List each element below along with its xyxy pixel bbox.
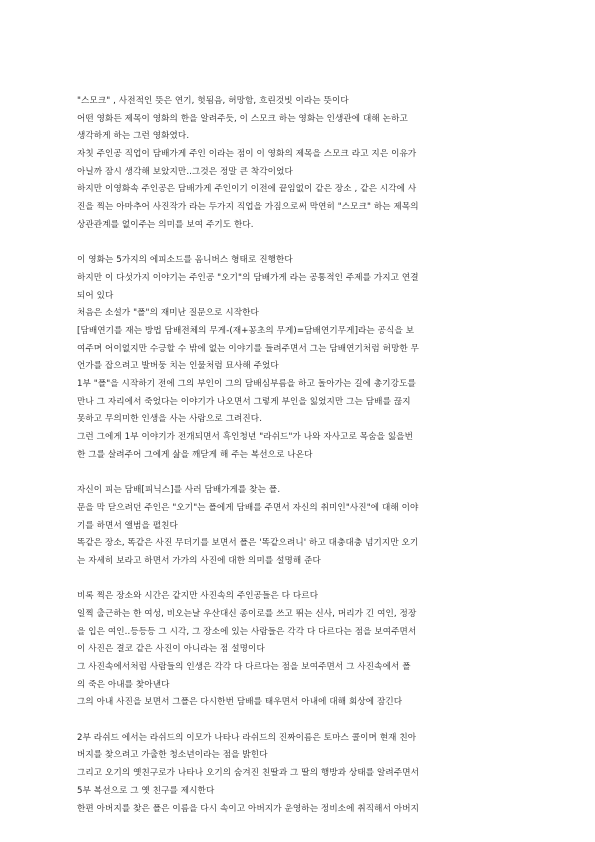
text-line: 한편 아버지를 찾은 폴은 이름을 다시 속이고 아버지가 운영하는 정비소에 취직해서 아버지 <box>77 803 420 814</box>
text-line: 한 그를 살려주어 그에게 삶을 깨닫게 해 주는 복선으로 나온다 <box>77 449 313 460</box>
paragraph-episodes <box>77 252 517 464</box>
text-line: 일찍 출근하는 한 여성, 비오는날 우산대신 종이로를 쓰고 뛰는 신사, 머리가 긴 여인, 정장 <box>77 608 417 619</box>
text-line: 이 사진은 결코 같은 사진이 아니라는 점 설명이다 <box>77 644 265 655</box>
text-line: 2부 라쉬드 에서는 라쉬드의 이모가 나타나 라쉬드의 진짜이름은 토마스 콜이며 현재 친아 <box>77 732 417 743</box>
text-line: 진을 찍는 아마추어 사진작가 라는 두가지 직업을 가짐으로써 막연히 "스모크" 하는 제목의 <box>77 202 419 213</box>
text-line: 언가를 잡으려고 발버둥 치는 인물처럼 묘사해 주었다 <box>77 361 279 372</box>
text-line: 못하고 무의미한 인생을 사는 사람으로 그려진다. <box>77 414 263 425</box>
document-body <box>77 93 517 818</box>
text-line: 이 영화는 5가지의 에피소드를 옴니버스 형태로 진행한다 <box>77 255 293 266</box>
text-line: 생각하게 하는 그런 영화였다. <box>77 131 190 142</box>
text-line: 문을 막 닫으려던 주인은 "오기"는 폴에게 담배를 주면서 자신의 취미인"사진"에 대해 이야 <box>77 502 419 513</box>
text-line: 을 입은 여인..등등등 그 시각, 그 장소에 있는 사람들은 각각 다 다르다는 점을 보여주면서 <box>77 626 417 637</box>
text-line: [담배연기를 재는 방법 담배전체의 무게-(재+꽁초의 무게)=담배연기무게]라는 공식을 보 <box>77 325 415 336</box>
text-line: 5부 복선으로 그 옛 친구를 제시한다 <box>77 785 215 796</box>
text-line: 되어 있다 <box>77 290 114 301</box>
text-line: 자칫 주인공 직업이 담배가게 주인 이라는 점이 이 영화의 제목을 스모크 라고 지은 이유가 <box>77 149 417 160</box>
text-line: 어떤 영화든 제목이 영화의 한을 알려주듯, 이 스모크 하는 영화는 인생관에 대해 논하고 <box>77 113 408 124</box>
text-line: 만나 그 자리에서 죽었다는 이야기가 나오면서 그렇게 부인을 잃었지만 그는 담배를 끊지 <box>77 396 411 407</box>
paragraph-intro <box>77 93 517 235</box>
text-line: 그의 아내 사진을 보면서 그폴은 다시한번 담배를 태우면서 아내에 대해 회상에 잠긴다 <box>77 697 403 708</box>
text-line: 상관관계를 없이주는 의미를 보여 주기도 한다. <box>77 219 254 230</box>
text-line: 비록 찍은 장소와 시간은 같지만 사진속의 주인공들은 다 다르다 <box>77 591 319 602</box>
text-line: 아닐까 잠시 생각해 보았지만..그것은 정말 큰 착각이었다 <box>77 166 293 177</box>
text-line: 그리고 오기의 옛친구로가 나타나 오기의 숨겨진 친딸과 그 딸의 행방과 상태를 알려주면서 <box>77 768 420 779</box>
text-line: 하지만 이 다섯가지 이야기는 주인공 "오기"의 담배가게 라는 공통적인 주제를 가지고 연결 <box>77 272 419 283</box>
text-line: 기를 하면서 앨범을 펼친다 <box>77 520 178 531</box>
text-line: 처음은 소설가 "폴"의 재미난 질문으로 시작한다 <box>77 308 259 319</box>
text-line: 1부 "폴"을 시작하기 전에 그의 부인이 그의 담배심부름을 하고 돌아가는 길에 총기강도를 <box>77 379 416 389</box>
paragraph-photo-album <box>77 482 517 570</box>
text-line: 여주며 어이없지만 수긍할 수 밖에 없는 이야기를 들려주면서 그는 담배연기처럼 허망한 무 <box>77 343 420 354</box>
text-line: 는 자세히 보라고 하면서 가가의 사진에 대한 의미를 설명해 준다 <box>77 555 321 566</box>
text-line: "스모크" , 사전적인 뜻은 연기, 헛됨음, 허망함, 흐린것빗 이라는 뜻이다 <box>77 96 349 106</box>
text-line: 하지만 이영화속 주인공은 담배가게 주인이기 이전에 끝임없이 같은 장소 , 같은 시각에 사 <box>77 184 417 195</box>
text-line: 의 죽은 아내를 찾아낸다 <box>77 679 170 690</box>
paragraph-photo-subjects <box>77 588 517 712</box>
paragraph-part-two <box>77 730 517 818</box>
text-line: 그런 그에게 1부 이야기가 전개되면서 흑인청년 "라쉬드"가 나와 자사고로 목숨을 잃을번 <box>77 432 414 443</box>
text-line: 버지를 찾으려고 가출한 청소년이라는 점을 밝힌다 <box>77 750 268 761</box>
text-line: 똑같은 장소, 똑같은 사진 무더기를 보면서 폴은 '똑같으려니' 하고 대충대충 넘기지만 오기 <box>77 538 419 549</box>
text-line: 자신이 피는 담배[피닉스]를 사러 담배가게를 찾는 폴. <box>77 485 281 496</box>
text-line: 그 사진속에서처럼 사람들의 인생은 각각 다 다르다는 점을 보여주면서 그 사진속에서 폴 <box>77 662 411 672</box>
